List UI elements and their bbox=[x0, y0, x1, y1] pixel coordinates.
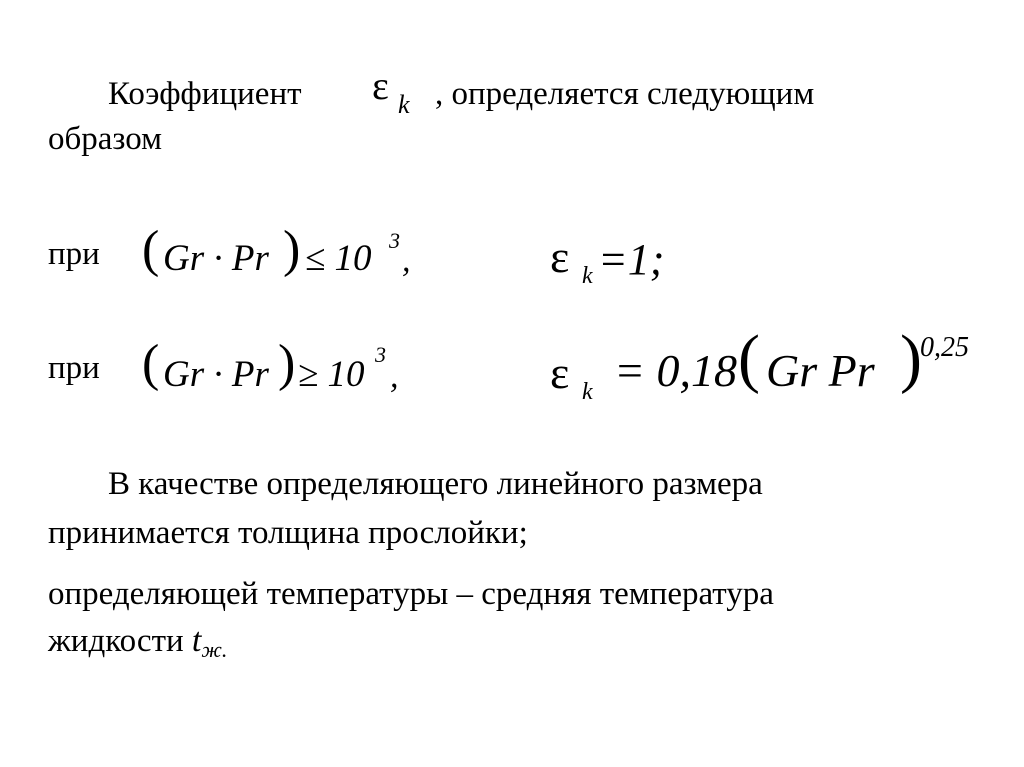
case2-rhs-close-paren: ) bbox=[900, 322, 922, 395]
outro-line3: определяющей температуры – средняя температура bbox=[48, 576, 774, 612]
case1-label: при bbox=[48, 236, 100, 272]
case2-epsilon-subscript: k bbox=[582, 379, 593, 405]
case1-condition-body: Gr · Pr bbox=[163, 238, 269, 279]
case2-comma: , bbox=[390, 358, 399, 395]
case2-label: при bbox=[48, 350, 100, 386]
case2-close-paren: ) bbox=[278, 335, 296, 392]
case1-epsilon-subscript: k bbox=[582, 263, 593, 289]
epsilon-symbol: ε bbox=[372, 63, 389, 108]
outro-line4 bbox=[48, 622, 228, 662]
intro-line1-rest: , определяется следующим bbox=[435, 76, 815, 112]
case2-coefficient: = 0,18 bbox=[614, 345, 738, 396]
intro-label: Коэффициент bbox=[108, 76, 302, 112]
case2-rhs-body: Gr Pr bbox=[766, 345, 875, 396]
case1-result: =1; bbox=[598, 235, 665, 284]
case1-condition-relation: ≤ 10 bbox=[305, 238, 372, 279]
outro-line2: принимается толщина прослойки; bbox=[48, 515, 528, 551]
case2-condition-body: Gr · Pr bbox=[163, 354, 269, 395]
case2-rhs-exponent: 0,25 bbox=[920, 332, 969, 363]
case1-close-paren: ) bbox=[283, 221, 301, 278]
intro-line2: образом bbox=[48, 121, 163, 157]
case2-rhs-open-paren: ( bbox=[738, 322, 760, 395]
case2-epsilon: ε bbox=[550, 347, 570, 398]
temperature-subscript: ж. bbox=[201, 637, 228, 662]
case1-open-paren: ( bbox=[142, 221, 160, 278]
case2-condition-exponent: 3 bbox=[375, 342, 386, 367]
case1-epsilon: ε bbox=[550, 231, 570, 282]
case1-comma: , bbox=[402, 242, 411, 279]
temperature-variable: t bbox=[191, 622, 202, 659]
epsilon-subscript: k bbox=[398, 90, 410, 119]
case2-open-paren: ( bbox=[142, 335, 160, 392]
case1-condition-exponent: 3 bbox=[389, 228, 400, 253]
case2-condition-relation: ≥ 10 bbox=[298, 354, 365, 395]
outro-line4-text: жидкости bbox=[48, 623, 192, 659]
outro-line1: В качестве определяющего линейного размера bbox=[108, 466, 763, 502]
